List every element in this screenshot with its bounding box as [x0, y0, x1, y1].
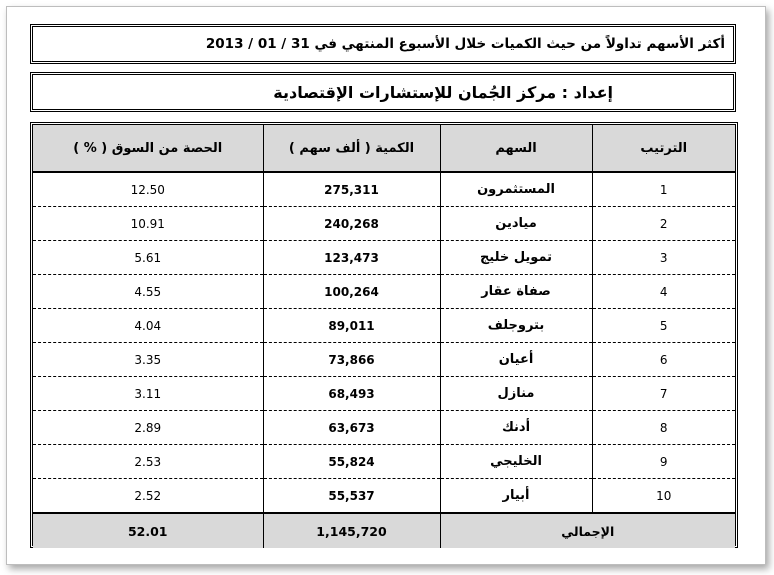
row-quantity: 73,866: [263, 343, 440, 377]
row-stock: صفاة عقار: [440, 275, 592, 309]
row-rank: 8: [592, 411, 735, 445]
header-quantity: الكمية ( ألف سهم ): [263, 125, 440, 172]
row-stock: منازل: [440, 377, 592, 411]
row-stock: أعيان: [440, 343, 592, 377]
row-share: 5.61: [33, 241, 263, 275]
total-quantity: 1,145,720: [263, 513, 440, 548]
header-stock: السهم: [440, 125, 592, 172]
table-row: [33, 343, 735, 377]
most-traded-table: [30, 122, 738, 548]
table-row: [33, 309, 735, 343]
table-row: [33, 411, 735, 445]
row-quantity: 100,264: [263, 275, 440, 309]
author-box: [30, 72, 736, 112]
row-quantity: 275,311: [263, 172, 440, 207]
header-share: الحصة من السوق ( % ): [33, 125, 263, 172]
row-stock: ميادين: [440, 207, 592, 241]
row-rank: 2: [592, 207, 735, 241]
table-row: [33, 445, 735, 479]
row-share: 2.52: [33, 479, 263, 514]
row-rank: 9: [592, 445, 735, 479]
row-stock: أبيار: [440, 479, 592, 514]
table-row: [33, 377, 735, 411]
row-quantity: 240,268: [263, 207, 440, 241]
row-share: 3.35: [33, 343, 263, 377]
row-rank: 1: [592, 172, 735, 207]
table-header-row: [33, 125, 735, 172]
table-row: [33, 275, 735, 309]
row-share: 4.55: [33, 275, 263, 309]
row-rank: 3: [592, 241, 735, 275]
row-quantity: 55,824: [263, 445, 440, 479]
row-rank: 5: [592, 309, 735, 343]
row-quantity: 63,673: [263, 411, 440, 445]
row-quantity: 68,493: [263, 377, 440, 411]
row-quantity: 123,473: [263, 241, 440, 275]
row-rank: 10: [592, 479, 735, 514]
report-title: أكثر الأسهم تداولاً من حيث الكميات خلال الأسبوع المنتهي في 31 / 01 / 2013: [205, 36, 725, 52]
table-row: [33, 479, 735, 514]
table-row: [33, 241, 735, 275]
row-share: 4.04: [33, 309, 263, 343]
total-label: الإجمالي: [440, 513, 735, 548]
row-quantity: 89,011: [263, 309, 440, 343]
row-share: 10.91: [33, 207, 263, 241]
author-line: إعداد : مركز الجُمان للإستشارات الإقتصادية: [273, 82, 613, 102]
row-stock: بتروجلف: [440, 309, 592, 343]
total-share: 52.01: [33, 513, 263, 548]
table-row: [33, 172, 735, 207]
table-row: [33, 207, 735, 241]
row-rank: 6: [592, 343, 735, 377]
row-quantity: 55,537: [263, 479, 440, 514]
row-share: 12.50: [33, 172, 263, 207]
row-stock: المستثمرون: [440, 172, 592, 207]
report-title-box: [30, 24, 736, 64]
row-rank: 4: [592, 275, 735, 309]
row-stock: أدنك: [440, 411, 592, 445]
row-stock: تمويل خليج: [440, 241, 592, 275]
row-share: 2.53: [33, 445, 263, 479]
row-share: 3.11: [33, 377, 263, 411]
row-share: 2.89: [33, 411, 263, 445]
row-rank: 7: [592, 377, 735, 411]
row-stock: الخليجي: [440, 445, 592, 479]
table-total-row: [33, 513, 735, 548]
header-rank: الترتيب: [592, 125, 735, 172]
